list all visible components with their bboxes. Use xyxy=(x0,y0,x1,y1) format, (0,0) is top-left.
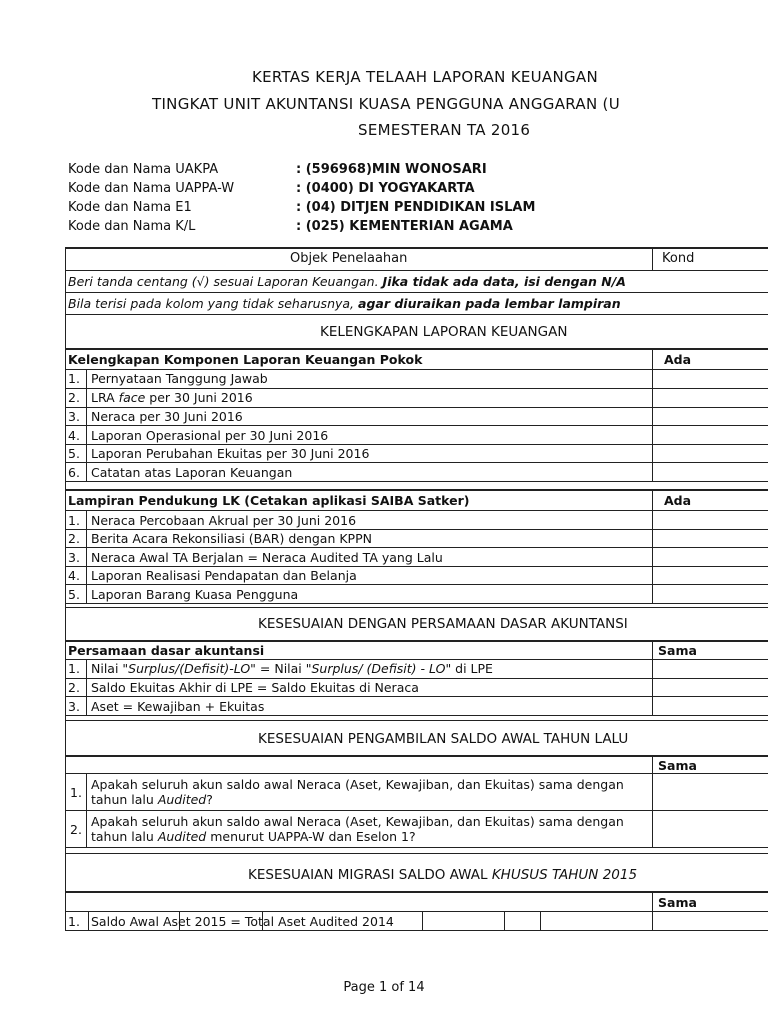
item-text-italic: face xyxy=(118,390,146,405)
section-title-persamaan: KESESUAIAN DENGAN PERSAMAAN DASAR AKUNTANSI xyxy=(258,616,628,632)
info-label-e1: Kode dan Nama E1 xyxy=(68,200,192,215)
row-number: 1. xyxy=(70,785,82,800)
doc-title-line3: SEMESTERAN TA 2016 xyxy=(358,121,531,139)
row-divider xyxy=(65,715,768,716)
row-divider xyxy=(65,659,768,660)
row-divider xyxy=(65,566,768,567)
sama-column-border xyxy=(652,891,653,930)
doc-title-line1: KERTAS KERJA TELAAH LAPORAN KEUANGAN xyxy=(252,68,599,86)
doc-title-line2: TINGKAT UNIT AKUNTANSI KUASA PENGGUNA ANGGARAN (U xyxy=(152,95,620,113)
column-ada-label: Ada xyxy=(664,493,692,508)
row-number: 1. xyxy=(68,914,80,929)
row-divider xyxy=(65,603,768,604)
item-text: per 30 Juni 2016 xyxy=(145,390,253,405)
row-divider xyxy=(65,930,768,931)
grid-column-border xyxy=(540,911,541,930)
item-text: Catatan atas Laporan Keuangan xyxy=(91,465,293,480)
list-item xyxy=(91,446,369,461)
section-header-lampiran: Lampiran Pendukung LK (Cetakan aplikasi SAIBA Satker) xyxy=(68,493,470,508)
ada-column-border xyxy=(652,489,653,603)
row-number: 4. xyxy=(68,428,80,443)
list-item: Neraca Percobaan Akrual per 30 Juni 2016 xyxy=(91,513,357,528)
row-number: 6. xyxy=(68,465,80,480)
list-item xyxy=(91,390,253,405)
item-text: menurut UAPPA-W dan Eselon 1? xyxy=(206,829,416,844)
row-number: 1. xyxy=(68,661,80,676)
row-divider xyxy=(65,773,768,774)
row-divider xyxy=(65,529,768,530)
row-divider xyxy=(65,292,768,293)
row-number: 5. xyxy=(68,587,80,602)
item-text-italic: Audited xyxy=(157,792,207,807)
row-divider xyxy=(65,270,768,271)
item-text: Laporan Operasional per 30 Juni 2016 xyxy=(91,428,329,443)
row-divider xyxy=(65,847,768,848)
column-ada-label: Ada xyxy=(664,352,692,367)
section-divider xyxy=(65,755,768,757)
instruction-note-1 xyxy=(68,274,626,289)
section-title-kelengkapan: KELENGKAPAN LAPORAN KEUANGAN xyxy=(320,324,568,340)
item-text: tahun lalu xyxy=(91,829,158,844)
item-text: Laporan Perubahan Ekuitas per 30 Juni 2016 xyxy=(91,446,370,461)
note2-bold: agar diuraikan pada lembar lampiran xyxy=(358,296,621,311)
list-item xyxy=(91,661,493,676)
row-divider xyxy=(65,407,768,408)
row-divider xyxy=(65,584,768,585)
list-item: Aset = Kewajiban + Ekuitas xyxy=(91,699,265,714)
section-header-persamaan: Persamaan dasar akuntansi xyxy=(68,643,265,658)
row-number: 2. xyxy=(70,822,82,837)
item-text: Apakah seluruh akun saldo awal Neraca (Aset, Kewajiban, dan Ekuitas) sama dengan xyxy=(91,777,624,792)
section-header-komponen: Kelengkapan Komponen Laporan Keuangan Pokok xyxy=(68,352,423,367)
item-text: Neraca per 30 Juni 2016 xyxy=(91,409,243,424)
note1-bold: Jika tidak ada data, isi dengan N/A xyxy=(382,274,626,289)
row-divider xyxy=(65,481,768,482)
list-item xyxy=(91,465,292,480)
row-divider xyxy=(65,696,768,697)
list-item: Laporan Realisasi Pendapatan dan Belanja xyxy=(91,568,357,583)
row-divider xyxy=(65,720,768,721)
row-number: 4. xyxy=(68,568,80,583)
row-divider xyxy=(65,547,768,548)
list-item: Berita Acara Rekonsiliasi (BAR) dengan KPPN xyxy=(91,531,372,546)
row-number: 2. xyxy=(68,680,80,695)
section-title-migrasi xyxy=(248,867,637,883)
number-column-border xyxy=(88,911,89,930)
list-item xyxy=(91,428,328,443)
list-item xyxy=(91,371,268,386)
row-divider xyxy=(65,388,768,389)
item-text: LRA xyxy=(91,390,119,405)
column-header-kondisi: Kond xyxy=(662,251,695,266)
item-text: Apakah seluruh akun saldo awal Neraca (Aset, Kewajiban, dan Ekuitas) sama dengan xyxy=(91,814,624,829)
section-divider xyxy=(65,348,768,350)
sama-column-border xyxy=(652,640,653,715)
section-divider xyxy=(65,640,768,642)
note1-italic: Beri tanda centang (√) sesuai Laporan Keuangan. xyxy=(68,274,379,289)
row-divider xyxy=(65,678,768,679)
row-number: 2. xyxy=(68,390,80,405)
row-number: 1. xyxy=(68,371,80,386)
column-sama-label: Sama xyxy=(658,643,697,658)
row-number: 3. xyxy=(68,550,80,565)
item-text: Pernyataan Tanggung Jawab xyxy=(91,371,268,386)
page-number: Page 1 of 14 xyxy=(343,980,425,995)
row-divider xyxy=(65,853,768,854)
item-text: " = Nilai " xyxy=(250,661,312,676)
row-divider xyxy=(65,810,768,811)
row-divider xyxy=(65,314,768,315)
item-text: " di LPE xyxy=(445,661,493,676)
instruction-note-2 xyxy=(68,296,621,311)
section-divider xyxy=(65,489,768,491)
row-divider xyxy=(65,510,768,511)
row-number: 5. xyxy=(68,446,80,461)
item-text: tahun lalu xyxy=(91,792,158,807)
row-divider xyxy=(65,911,768,912)
kondisi-column-border xyxy=(652,248,653,270)
item-text: ? xyxy=(206,792,213,807)
info-label-kl: Kode dan Nama K/L xyxy=(68,219,196,234)
list-item: Laporan Barang Kuasa Pengguna xyxy=(91,587,299,602)
info-value-uakpa: : (596968)MIN WONOSARI xyxy=(296,162,487,177)
info-value-uappaw: : (0400) DI YOGYAKARTA xyxy=(296,181,475,196)
info-value-e1: : (04) DITJEN PENDIDIKAN ISLAM xyxy=(296,200,536,215)
list-item xyxy=(91,814,624,844)
row-divider xyxy=(65,425,768,426)
item-text: Nilai " xyxy=(91,661,129,676)
column-header-objek: Objek Penelaahan xyxy=(290,251,408,266)
row-number: 3. xyxy=(68,409,80,424)
column-sama-label: Sama xyxy=(658,895,697,910)
grid-column-border xyxy=(504,911,505,930)
row-number: 1. xyxy=(68,513,80,528)
info-label-uappaw: Kode dan Nama UAPPA-W xyxy=(68,181,235,196)
list-item: Saldo Ekuitas Akhir di LPE = Saldo Ekuitas di Neraca xyxy=(91,680,419,695)
list-item xyxy=(91,777,624,807)
table-left-border xyxy=(65,248,66,930)
item-text-italic: Surplus/(Defisit)-LO xyxy=(128,661,251,676)
list-item xyxy=(91,409,243,424)
row-divider xyxy=(65,444,768,445)
sama-column-border xyxy=(652,755,653,847)
section-title-saldo-awal: KESESUAIAN PENGAMBILAN SALDO AWAL TAHUN LALU xyxy=(258,731,629,747)
list-item: Neraca Awal TA Berjalan = Neraca Audited TA yang Lalu xyxy=(91,550,443,565)
list-item: Saldo Awal Aset 2015 = Total Aset Audited 2014 xyxy=(91,914,394,929)
item-text-italic: Surplus/ (Defisit) - LO xyxy=(311,661,446,676)
row-divider xyxy=(65,369,768,370)
section-title-text: KESESUAIAN MIGRASI SALDO AWAL xyxy=(248,867,492,883)
row-number: 2. xyxy=(68,531,80,546)
section-title-italic: KHUSUS TAHUN 2015 xyxy=(491,867,638,883)
row-divider xyxy=(65,607,768,608)
row-divider xyxy=(65,462,768,463)
table-top-border xyxy=(65,247,768,249)
note2-italic: Bila terisi pada kolom yang tidak seharusnya, xyxy=(68,296,355,311)
info-value-kl: : (025) KEMENTERIAN AGAMA xyxy=(296,219,513,234)
row-number: 3. xyxy=(68,699,80,714)
ada-column-border xyxy=(652,348,653,481)
section-divider xyxy=(65,891,768,893)
info-label-uakpa: Kode dan Nama UAKPA xyxy=(68,162,219,177)
grid-column-border xyxy=(422,911,423,930)
column-sama-label: Sama xyxy=(658,758,697,773)
item-text-italic: Audited xyxy=(157,829,207,844)
